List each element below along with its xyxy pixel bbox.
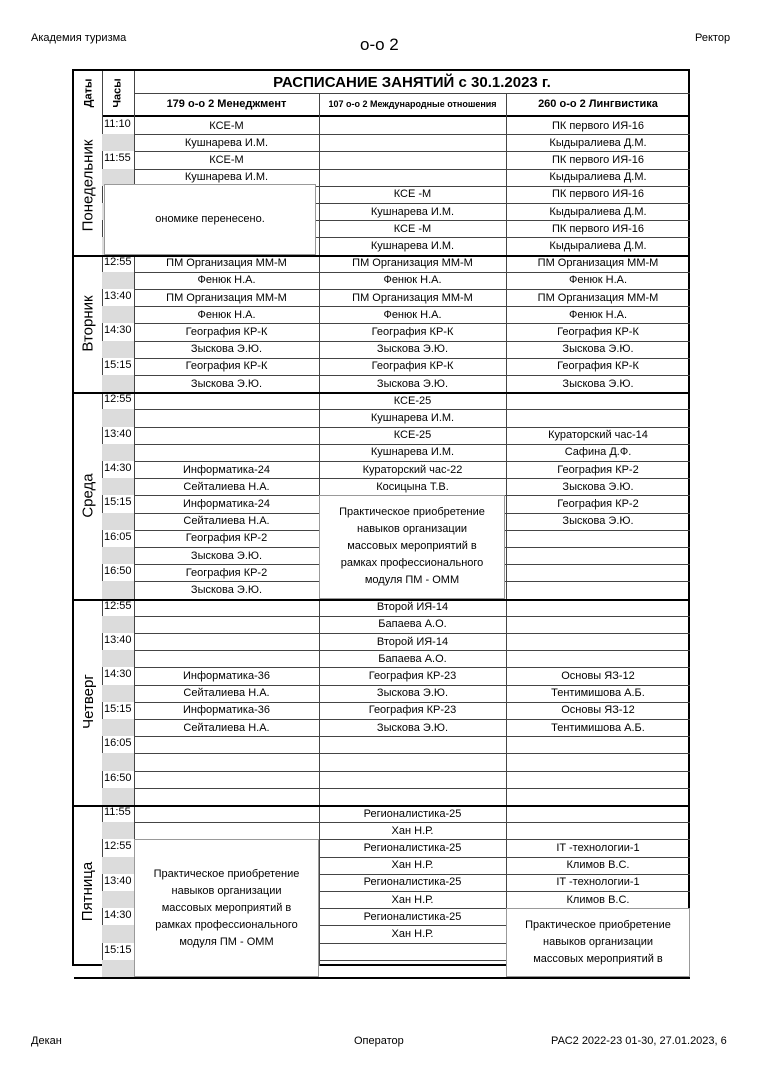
time-shade (102, 857, 134, 874)
schedule-cell: Зыскова Э.Ю. (190, 343, 263, 356)
time-shade (102, 513, 134, 530)
note-wednesday (319, 495, 505, 598)
table-title: РАСПИСАНИЕ ЗАНЯТИЙ с 30.1.2023 г. (273, 73, 551, 91)
note-line: ономике перенесено. (155, 212, 265, 225)
note-line: навыков организации (543, 936, 653, 949)
schedule-cell: Климов В.С. (566, 859, 630, 872)
grid-line (134, 736, 690, 737)
schedule-cell: Зыскова Э.Ю. (190, 583, 263, 596)
group-header-2: 107 о-о 2 Международные отношения (328, 98, 497, 109)
time-shade (102, 272, 134, 289)
time-slot: 13:40 (104, 874, 132, 887)
time-shade (102, 581, 134, 598)
note-line: модуля ПМ - ОММ (364, 574, 460, 587)
time-shade (102, 375, 134, 392)
schedule-cell: ПК первого ИЯ-16 (551, 119, 645, 132)
schedule-cell: Второй ИЯ-14 (376, 601, 449, 614)
schedule-cell: Зыскова Э.Ю. (562, 343, 634, 356)
note-line: рамках профессионального (340, 557, 484, 570)
time-shade (102, 409, 134, 426)
time-slot: 11:10 (104, 118, 131, 130)
schedule-cell: Сейталиева Н.А. (183, 515, 270, 528)
schedule-cell: Кушнарева И.М. (184, 171, 269, 184)
schedule-cell: Фенюк Н.А. (197, 274, 256, 287)
schedule-table (72, 69, 690, 966)
schedule-cell: Основы ЯЗ-12 (561, 669, 635, 682)
schedule-cell: IT -технологии-1 (556, 841, 640, 854)
schedule-cell: КСЕ -М (393, 188, 432, 201)
day-label: Пятница (79, 861, 97, 921)
schedule-cell: Хан Н.Р. (391, 824, 434, 837)
time-slot: 15:15 (104, 358, 132, 371)
schedule-cell: ПМ Организация ММ-М (166, 257, 287, 270)
schedule-cell: Сейталиева Н.А. (183, 687, 270, 700)
time-slot: 14:30 (104, 668, 132, 681)
schedule-cell: КСЕ -М (393, 222, 432, 235)
schedule-cell: Фенюк Н.А. (197, 308, 256, 321)
note-line: Практическое приобретение (153, 867, 300, 880)
schedule-cell: Фенюк Н.А. (383, 308, 442, 321)
time-shade (102, 650, 134, 667)
schedule-cell: Кыдыралиева Д.М. (549, 136, 647, 149)
time-shade (102, 960, 134, 977)
schedule-cell: География КР-2 (185, 566, 268, 579)
schedule-cell: Зыскова Э.Ю. (376, 687, 449, 700)
schedule-cell: Кушнарева И.М. (370, 239, 455, 252)
schedule-cell: Информатика-36 (183, 669, 270, 682)
time-slot: 12:55 (104, 599, 132, 612)
schedule-cell: География КР-К (371, 325, 454, 338)
day-label: Среда (79, 473, 97, 518)
schedule-cell: ПМ Организация ММ-М (537, 291, 659, 304)
time-slot: 13:40 (104, 634, 132, 646)
schedule-cell: География КР-2 (557, 497, 639, 510)
schedule-cell: География КР-2 (557, 463, 639, 476)
time-shade (102, 547, 134, 564)
note-line: модуля ПМ - ОММ (179, 935, 274, 948)
day-0 (74, 117, 102, 255)
time-shade (102, 891, 134, 908)
schedule-cell: География КР-2 (185, 532, 268, 545)
time-shade (102, 341, 134, 358)
footer-dean: Декан (31, 1035, 62, 1047)
schedule-cell: Информатика-24 (183, 463, 270, 476)
time-slot: 13:40 (104, 427, 132, 440)
day-3 (74, 599, 102, 805)
grid-line (134, 753, 690, 754)
schedule-cell: География КР-23 (368, 669, 457, 682)
time-slot: 15:15 (104, 702, 132, 715)
schedule-cell: Регионалистика-25 (363, 807, 462, 820)
schedule-cell: География КР-К (185, 360, 268, 373)
grid-line (134, 93, 690, 94)
time-slot: 16:05 (104, 530, 132, 543)
schedule-cell: ПМ Организация ММ-М (352, 257, 473, 270)
schedule-cell: Регионалистика-25 (363, 841, 462, 854)
schedule-cell: Фенюк Н.А. (383, 274, 442, 287)
schedule-cell: Хан Н.Р. (391, 893, 434, 906)
note-line: навыков организации (171, 884, 282, 897)
note-line: рамках профессионального (155, 918, 298, 931)
day-4 (74, 805, 102, 977)
grid-line (74, 977, 690, 979)
schedule-cell: Фенюк Н.А. (568, 274, 628, 287)
time-shade (102, 616, 134, 633)
schedule-cell: Климов В.С. (566, 893, 630, 906)
schedule-cell: Кыдыралиева Д.М. (549, 239, 647, 252)
schedule-cell: География КР-К (185, 325, 268, 338)
schedule-cell: Зыскова Э.Ю. (562, 480, 634, 493)
note-line: Практическое приобретение (339, 506, 485, 519)
schedule-cell: Сейталиева Н.А. (183, 480, 270, 493)
time-slot: 11:55 (104, 152, 131, 165)
header-academy: Академия туризма (31, 32, 127, 44)
schedule-cell: Хан Н.Р. (391, 927, 434, 940)
schedule-cell: ПМ Организация ММ-М (166, 291, 287, 304)
schedule-cell: Зыскова Э.Ю. (562, 377, 634, 390)
time-slot: 14:30 (104, 462, 132, 474)
schedule-cell: Информатика-24 (183, 497, 270, 510)
time-shade (102, 306, 134, 323)
time-slot: 14:30 (104, 324, 132, 337)
schedule-cell: Бапаева А.О. (378, 652, 447, 665)
schedule-cell: Косицына Т.В. (376, 480, 449, 493)
schedule-cell: ПК первого ИЯ-16 (551, 188, 645, 201)
schedule-cell: Бапаева А.О. (378, 618, 447, 631)
schedule-cell: Зыскова Э.Ю. (562, 515, 634, 528)
time-shade (102, 685, 134, 702)
day-label: Четверг (79, 674, 97, 730)
schedule-cell: Сейталиева Н.А. (183, 721, 270, 734)
hours-label: Часы (111, 78, 124, 108)
schedule-cell: Кушнарева И.М. (370, 205, 455, 218)
schedule-cell: Информатика-36 (183, 704, 270, 717)
schedule-cell: Тентимишова А.Б. (551, 687, 645, 700)
note-line: массовых мероприятий в (161, 901, 292, 914)
schedule-cell: Кураторский час-14 (548, 429, 648, 442)
note-monday (104, 184, 316, 255)
schedule-cell: ПМ Организация ММ-М (537, 257, 659, 270)
schedule-cell: КСЕ-М (209, 119, 244, 132)
schedule-cell: География КР-К (371, 360, 454, 373)
schedule-cell: Второй ИЯ-14 (376, 635, 449, 648)
time-slot: 14:30 (104, 909, 132, 922)
schedule-cell: КСЕ-25 (393, 394, 432, 407)
schedule-cell: Фенюк Н.А. (568, 308, 628, 321)
time-slot: 16:05 (104, 737, 132, 750)
time-shade (102, 788, 134, 805)
time-slot: 16:50 (104, 565, 132, 578)
schedule-cell: География КР-23 (368, 704, 457, 717)
schedule-cell: Зыскова Э.Ю. (376, 377, 449, 390)
time-slot: 16:50 (104, 771, 132, 784)
time-slot: 11:55 (104, 806, 131, 818)
group-header-3: 260 о-о 2 Лингвистика (538, 97, 658, 110)
note-line: массовых мероприятий в (533, 953, 663, 966)
schedule-cell: ПМ Организация ММ-М (352, 291, 473, 304)
schedule-cell: Кушнарева И.М. (370, 411, 455, 424)
footer-code: РАС2 2022-23 01-30, 27.01.2023, 6 (551, 1035, 727, 1047)
schedule-cell: IT -технологии-1 (556, 876, 640, 889)
header-group: о-о 2 (360, 35, 399, 54)
schedule-cell: География КР-К (557, 325, 639, 338)
day-1 (74, 255, 102, 393)
note-line: массовых мероприятий в (347, 540, 477, 553)
schedule-cell: Сафина Д.Ф. (564, 446, 632, 459)
column-dates-header (74, 71, 102, 115)
time-shade (102, 444, 134, 461)
note-line: Практическое приобретение (525, 919, 671, 932)
schedule-cell: ПК первого ИЯ-16 (551, 222, 645, 235)
time-shade (102, 822, 134, 839)
time-shade (102, 134, 134, 151)
schedule-cell: География КР-К (557, 360, 639, 373)
time-shade (102, 478, 134, 495)
group-header-1: 179 о-о 2 Менеджмент (166, 97, 287, 110)
schedule-cell: Кыдыралиева Д.М. (549, 171, 647, 184)
time-slot: 12:55 (104, 840, 132, 853)
schedule-cell: Зыскова Э.Ю. (376, 343, 449, 356)
time-shade (102, 719, 134, 736)
note-friday-left (134, 839, 319, 977)
time-slot: 15:15 (104, 496, 132, 509)
schedule-cell: Кушнарева И.М. (370, 446, 455, 459)
day-label: Вторник (79, 295, 97, 352)
schedule-cell: Регионалистика-25 (363, 910, 462, 923)
time-slot: 12:55 (104, 393, 132, 406)
time-slot: 13:40 (104, 290, 132, 302)
header-rector: Ректор (695, 32, 731, 44)
time-slot: 12:55 (104, 255, 132, 268)
time-shade (102, 753, 134, 770)
time-slot: 15:15 (104, 943, 132, 956)
schedule-cell: ПК первого ИЯ-16 (551, 153, 645, 166)
grid-line (134, 771, 690, 772)
schedule-cell: Кушнарева И.М. (184, 136, 269, 149)
schedule-cell: Хан Н.Р. (391, 859, 434, 872)
schedule-cell: Зыскова Э.Ю. (190, 377, 263, 390)
schedule-cell: Регионалистика-25 (363, 876, 462, 889)
schedule-cell: Зыскова Э.Ю. (190, 549, 263, 562)
schedule-cell: Кыдыралиева Д.М. (549, 205, 647, 218)
schedule-cell: КСЕ-25 (393, 429, 432, 442)
schedule-cell: Зыскова Э.Ю. (376, 721, 449, 734)
day-label: Понедельник (79, 139, 97, 232)
schedule-cell: Кураторский час-22 (362, 463, 463, 476)
footer-operator: Оператор (354, 1035, 404, 1047)
dates-label: Даты (82, 78, 94, 108)
note-friday-right (506, 908, 690, 977)
grid-line (134, 788, 690, 789)
schedule-cell: Тентимишова А.Б. (551, 721, 645, 734)
time-shade (102, 925, 134, 942)
schedule-cell: КСЕ-М (209, 153, 244, 166)
column-hours-header (102, 71, 134, 115)
schedule-cell: Основы ЯЗ-12 (561, 704, 635, 717)
day-2 (74, 392, 102, 598)
note-line: навыков организации (357, 523, 467, 536)
